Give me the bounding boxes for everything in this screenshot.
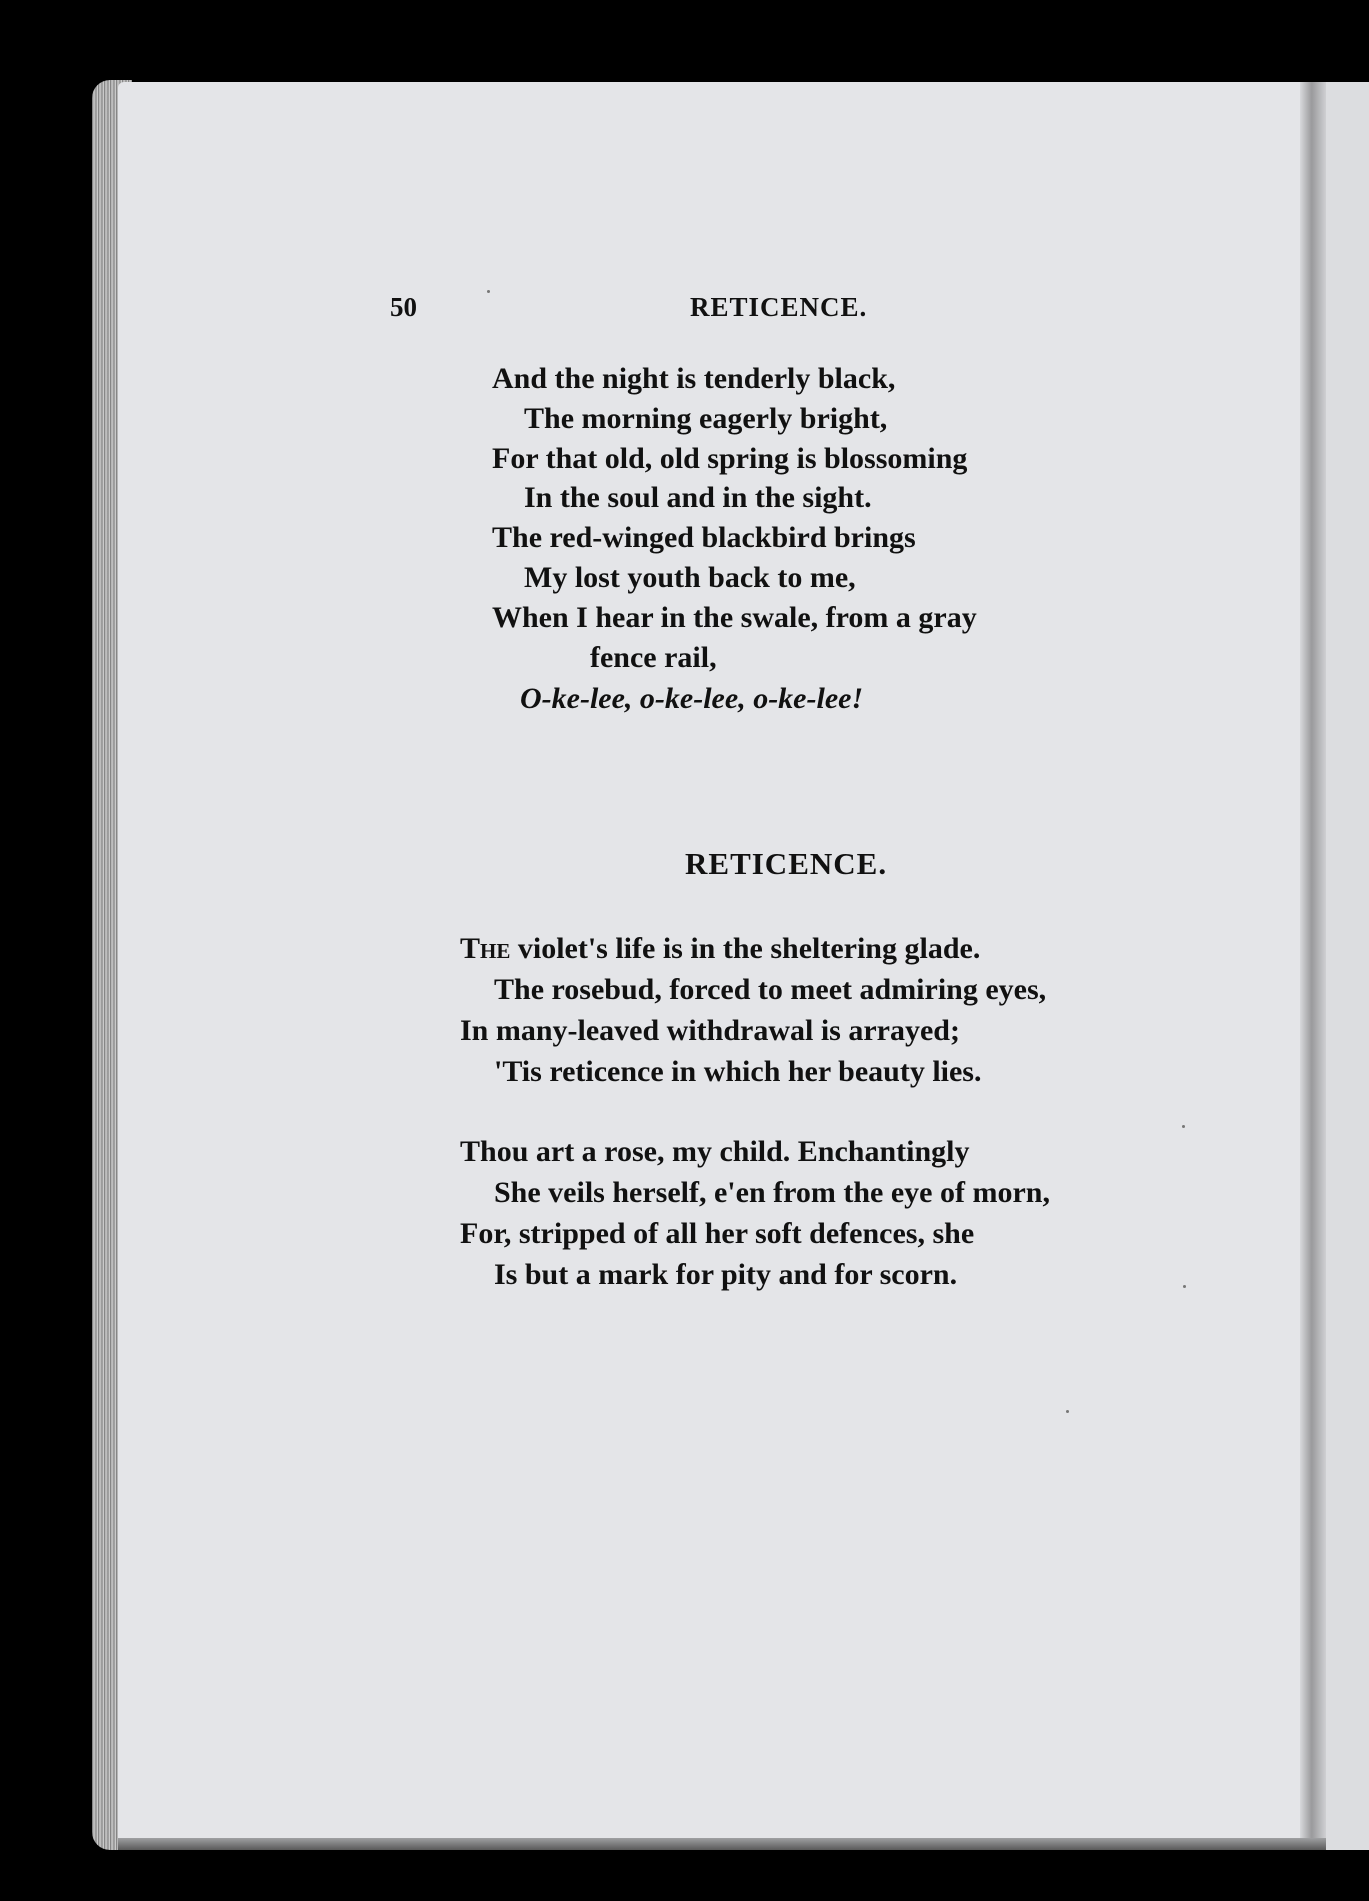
poem-line: For, stripped of all her soft defences, she — [460, 1217, 975, 1250]
page-bottom-shadow — [118, 1838, 1326, 1850]
print-speck — [487, 290, 490, 293]
poem-line: 'Tis reticence in which her beauty lies. — [494, 1055, 982, 1088]
poem-line-continuation: fence rail, — [590, 641, 717, 674]
print-speck — [1182, 1125, 1185, 1128]
poem-title: RETICENCE. — [685, 846, 888, 881]
facing-page-edge — [1326, 82, 1369, 1850]
print-speck — [1066, 1410, 1069, 1413]
poem-refrain: O-ke-lee, o-ke-lee, o-ke-lee! — [520, 682, 864, 715]
running-head: RETICENCE. — [690, 292, 868, 322]
drop-word: The — [460, 932, 511, 965]
poem-line: And the night is tenderly black, — [492, 362, 896, 395]
poem-line: In the soul and in the sight. — [524, 481, 872, 514]
poem-line: In many-leaved withdrawal is arrayed; — [460, 1014, 960, 1047]
poem-line: My lost youth back to me, — [524, 561, 856, 594]
poem-line: Is but a mark for pity and for scorn. — [494, 1258, 958, 1291]
poem-line: The rosebud, forced to meet admiring eyes, — [494, 973, 1047, 1006]
poem-line: She veils herself, e'en from the eye of morn, — [494, 1176, 1050, 1209]
print-speck — [1183, 1285, 1186, 1288]
first-line-text: violet's life is in the sheltering glade. — [510, 932, 981, 965]
poem-line: For that old, old spring is blossoming — [492, 442, 968, 475]
page-number: 50 — [390, 292, 417, 322]
poem-line: The red-winged blackbird brings — [492, 521, 916, 554]
poem-line: The morning eagerly bright, — [524, 402, 888, 435]
binding-gutter — [1300, 82, 1326, 1850]
poem-first-line — [460, 930, 980, 968]
poem-line: When I hear in the swale, from a gray — [492, 601, 977, 634]
poem-line: Thou art a rose, my child. Enchantingly — [460, 1135, 970, 1168]
